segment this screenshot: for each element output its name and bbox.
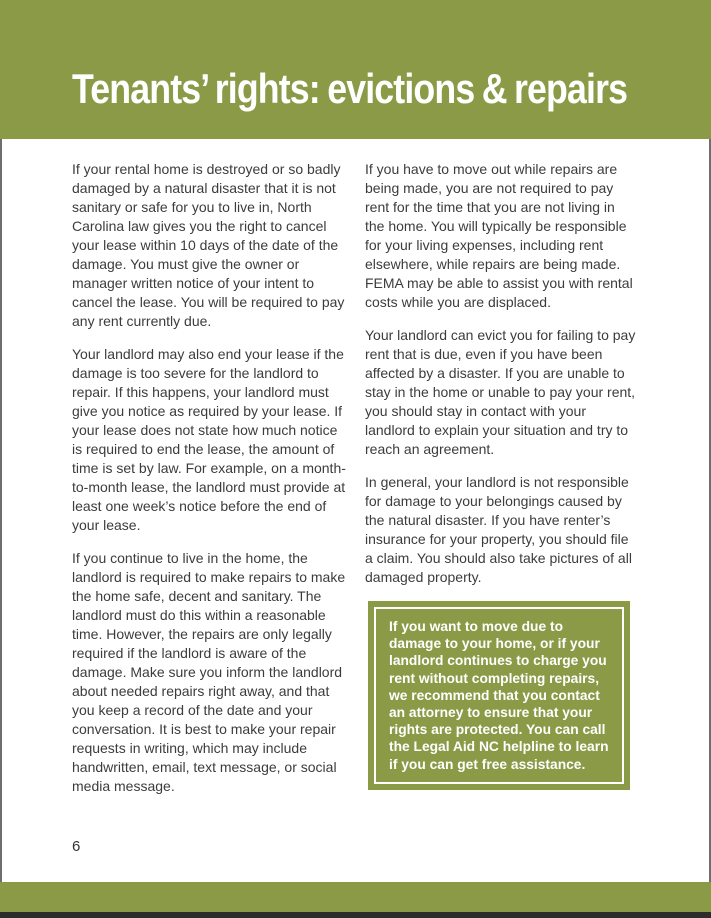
- left-column: [72, 160, 348, 810]
- page-edge-left: [0, 139, 2, 882]
- bottom-edge-strip: [0, 912, 711, 918]
- callout-box: [368, 601, 630, 790]
- paragraph-belongings-insurance: In general, your landlord is not responsible for damage to your belongings caused by the natural disaster. If you have renter’s insurance for your property, you should file a claim. You should also take pictures of all damaged property.: [365, 474, 632, 585]
- right-column: [365, 160, 637, 790]
- paragraph-eviction-for-nonpayment: Your landlord can evict you for failing to pay rent that is due, even if you have been affected by a disaster. If you are unable to stay in the home or unable to pay your rent, you should stay in contact with your landlord to explain your situation and try to reach an agreement.: [365, 327, 636, 457]
- paragraph-repairs-required: If you continue to live in the home, the landlord is required to make repairs to make the home safe, decent and sanitary. The landlord must do this within a reasonable time. However, the repairs are only legally required if the landlord is aware of the damage. Make sure you inform the landlord about needed repairs right away, and that you keep a record of the date and your conversation. It is best to make your repair requests in writing, which may include handwritten, email, text message, or social media message.: [72, 550, 346, 794]
- title-banner: [0, 0, 711, 139]
- bottom-banner: [0, 882, 711, 912]
- page-title: Tenants’ rights: evictions & repairs: [72, 65, 628, 112]
- page-number: 6: [72, 838, 81, 855]
- paragraph-landlord-end-lease: Your landlord may also end your lease if the damage is too severe for the landlord to repair. If this happens, your landlord must give you notice as required by your lease. If your lease does not state how much notice is required to end the lease, the amount of time is set by law. For example, on a month-to-month lease, the landlord must provide at least one week’s notice before the end of your lease.: [72, 346, 346, 533]
- paragraph-move-out-rent: If you have to move out while repairs are being made, you are not required to pay rent for the time that you are not living in the home. You will typically be responsible for your living expenses, including rent elsewhere, while repairs are being made. FEMA may be able to assist you with rental costs while you are displaced.: [365, 161, 633, 310]
- paragraph-lease-cancellation: If your rental home is destroyed or so badly damaged by a natural disaster that it is not sanitary or safe for you to live in, North Carolina law gives you the right to cancel your lease within 10 days of the date of the damage. You must give the owner or manager written notice of your intent to cancel the lease. You will be required to pay any rent currently due.: [72, 161, 345, 329]
- callout-text: If you want to move due to damage to your home, or if your landlord continues to charge you rent without completing repairs, we recommend that you contact an attorney to ensure that your rights are protected. You can call the Legal Aid NC helpline to learn if you can get free assistance.: [389, 619, 609, 772]
- callout-inner-border: [374, 607, 624, 784]
